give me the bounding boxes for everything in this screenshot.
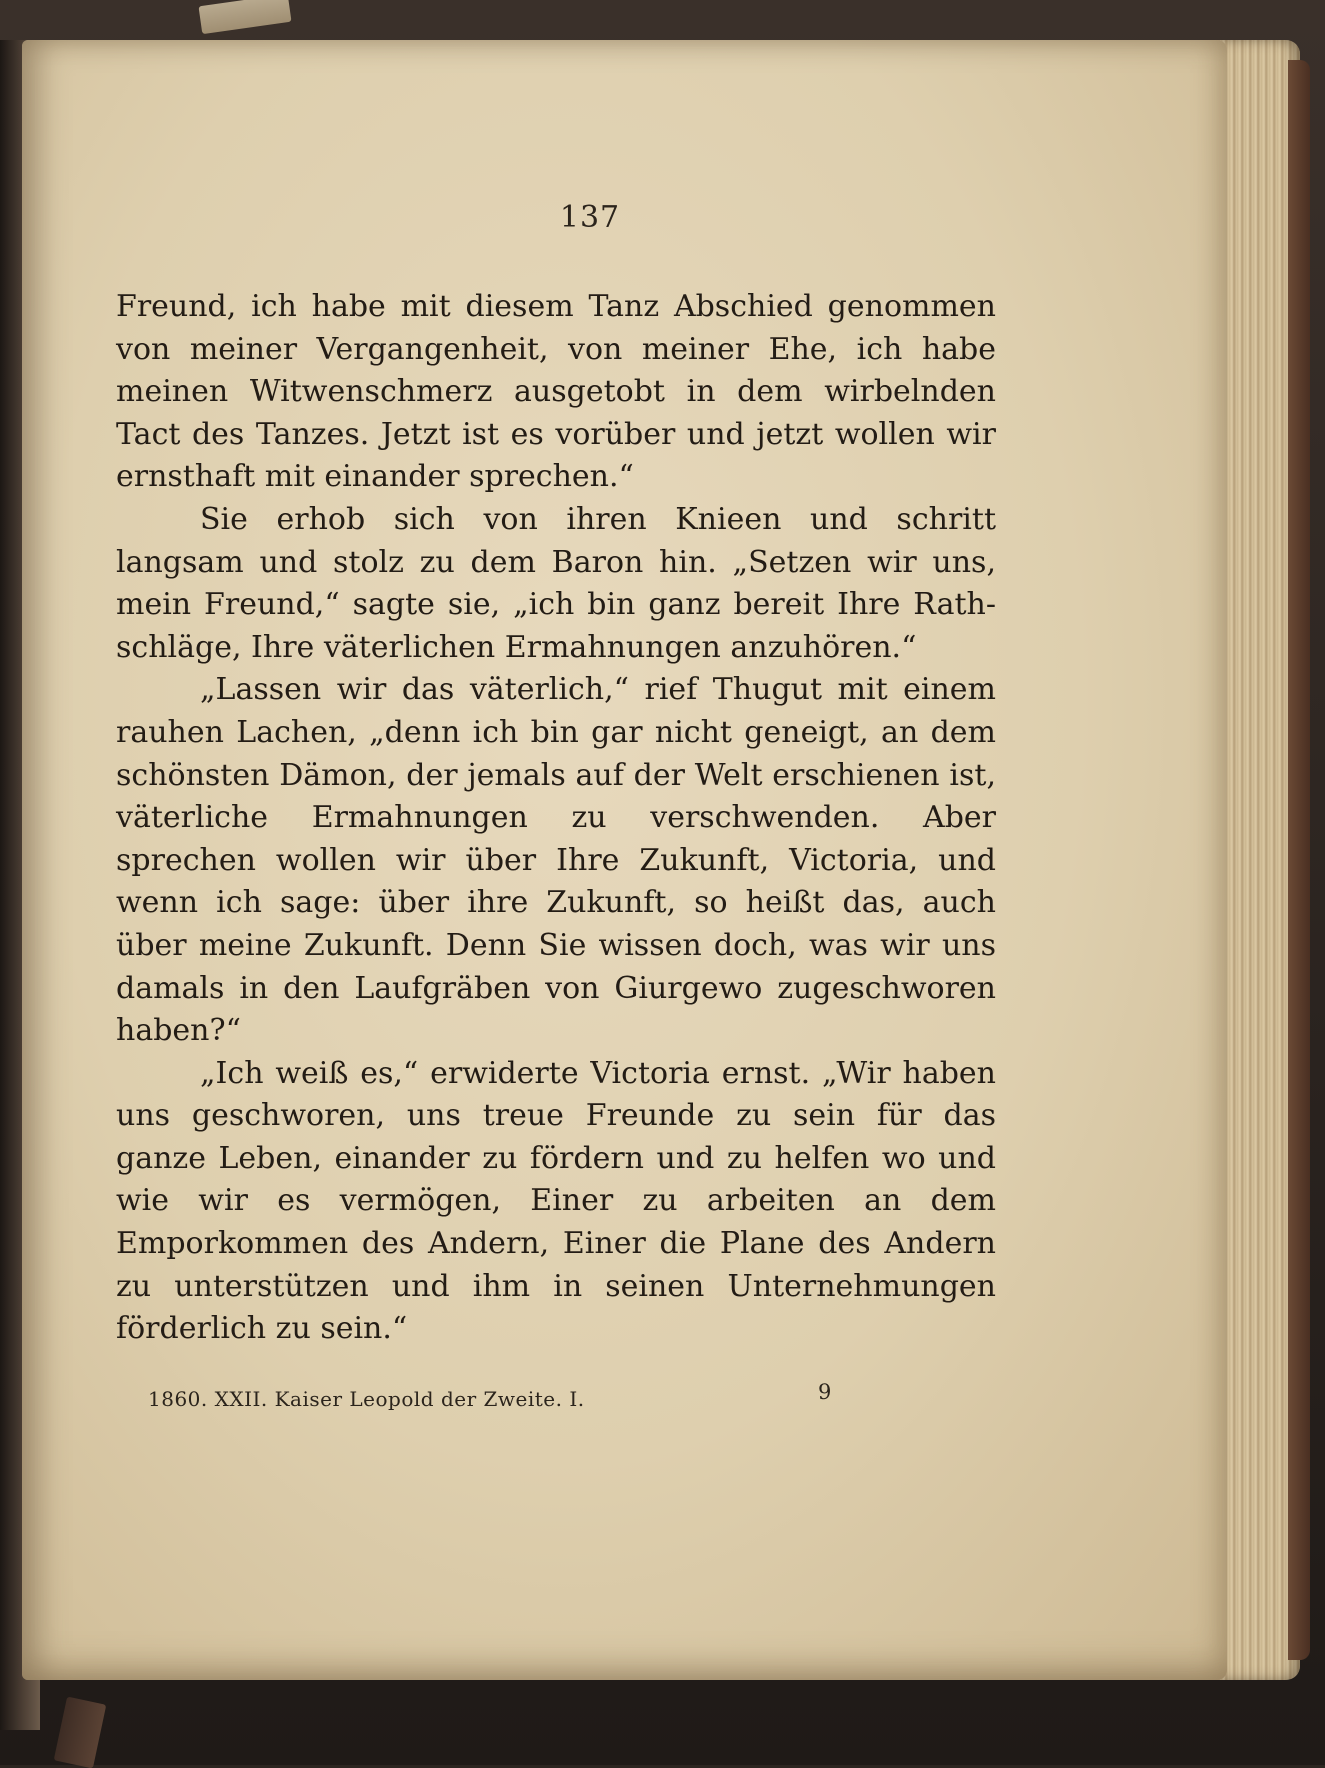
paragraph-2: Sie erhob sich von ihren Knieen und schritt langsam und stolz zu dem Baron hin. „Setzen wir uns, mein Freund,“ sagte sie, „ich bin ganz bereit Ihre Rathschläge, Ihre väterlichen Ermahnungen anzuhören.“ [116,501,996,665]
page-body [116,286,996,1351]
book-cover-right [1288,60,1310,1660]
paragraph-3: „Lassen wir das väterlich,“ rief Thugut mit einem rauhen Lachen, „denn ich bin gar nicht geneigt, an dem schönsten Dämon, der jemals auf der Welt erschienen ist, väterliche Ermahnungen zu verschwenden. Aber sprechen wollen wir über Ihre Zukunft, Victoria, und wenn ich sage: über ihre Zukunft, so heißt das, auch über meine Zukunft. Denn Sie wissen doch, was wir uns damals in den Laufgräben von Giurgewo zugeschworen haben?“ [116,672,996,1049]
sheet-number: 9 [818,1380,832,1404]
page-number: 137 [559,200,621,235]
paragraph-1: Freund, ich habe mit diesem Tanz Abschied genommen von meiner Vergangenheit, von meiner Ehe, ich habe meinen Witwenschmerz ausgetobt in dem wirbelnden Tact des Tanzes. Jetzt ist es vorüber und jetzt wollen wir ernsthaft mit einander sprechen.“ [116,289,996,495]
footer-signature: 1860. XXII. Kaiser Leopold der Zweite. I. [148,1387,585,1411]
paragraph-4: „Ich weiß es,“ erwiderte Victoria ernst. „Wir haben uns geschworen, uns treue Freunde zu sein für das ganze Leben, einander zu fördern und zu helfen wo und wie wir es vermögen, Einer zu arbeiten an dem Emporkommen des Andern, Einer die Plane des Andern zu unterstützen und ihm in seinen Unternehmungen förderlich zu sein.“ [116,1055,996,1347]
